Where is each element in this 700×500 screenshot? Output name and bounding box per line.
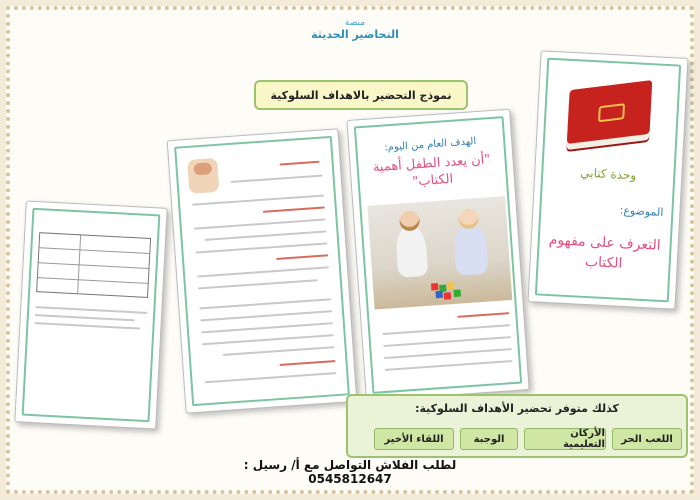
- chip-learning-corners: الأركان التعليمية: [524, 428, 606, 450]
- goal-quote: "أن يعدد الطفل أهمية الكتاب": [372, 152, 491, 190]
- topic-label: الموضوع:: [619, 203, 664, 219]
- brand-tag: منصة: [344, 18, 366, 28]
- chip-meal: الوجبة: [460, 428, 518, 450]
- brand-logo: [300, 18, 410, 54]
- child-figure: [395, 224, 429, 278]
- children-playing-photo: [367, 196, 512, 309]
- preview-sheet-goal: [346, 109, 529, 402]
- contact-prefix: لطلب الفلاش التواصل مع أ/ رسيل :: [243, 458, 457, 472]
- contact-line: [204, 458, 496, 486]
- unit-title: وحدة كتابي: [580, 165, 637, 183]
- goal-heading: الهدف العام من اليوم:: [384, 136, 477, 154]
- available-heading: كذلك متوفر تحضير الأهداف السلوكية:: [415, 402, 619, 415]
- chip-final-meeting: اللقاء الأخير: [374, 428, 454, 450]
- chip-free-play: اللعب الحر: [612, 428, 682, 450]
- book-icon: [567, 80, 652, 144]
- contact-phone: 0545812647: [308, 472, 392, 486]
- available-panel: [346, 394, 688, 458]
- page-title: نموذج التحضير بالاهداف السلوكية: [254, 80, 468, 110]
- preview-sheet-cover: [528, 50, 689, 309]
- children-illustration: [187, 158, 219, 194]
- brand-name: التحاضير الحديثة: [311, 28, 399, 41]
- preview-sheet-text: [167, 128, 358, 413]
- sheet-table-graphic: [36, 232, 151, 298]
- child-figure: [453, 222, 489, 276]
- topic-title: التعرف على مفهوم الكتاب: [548, 231, 661, 272]
- preview-sheet-table: [14, 200, 167, 429]
